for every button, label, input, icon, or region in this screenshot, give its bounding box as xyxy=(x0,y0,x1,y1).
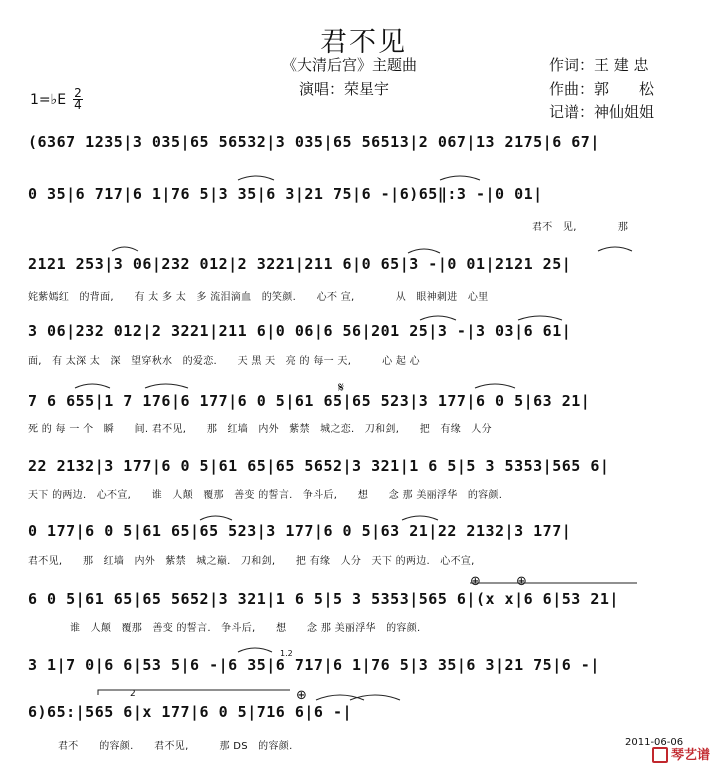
slur xyxy=(75,384,110,388)
site-logo-text: 琴艺谱 xyxy=(671,748,711,763)
score-row-2-notes: 0 35|6 717|6 1|76 5|3 35|6 3|21 75|6 -|6)65‖:3 -|0 01| xyxy=(28,185,543,203)
time-signature-top: 2 xyxy=(74,86,82,100)
slur xyxy=(518,316,562,320)
slur xyxy=(475,384,515,388)
slur xyxy=(350,695,400,700)
footer-date: 2011-06-06 xyxy=(625,737,684,748)
slur xyxy=(200,516,232,520)
segno-mark: 𝄋 xyxy=(338,380,345,396)
site-logo xyxy=(652,744,710,764)
score-row-8-notes: 6 0 5|61 65|65 5652|3 321|1 6 5|5 3 5353|565 6|(x x|6 6|53 21| xyxy=(28,590,619,608)
song-singer: 演唱：荣星宇 xyxy=(299,80,390,98)
score-row-4-notes: 3 06|232 012|2 3221|211 6|0 06|6 56|201 25|3 -|3 03|6 61| xyxy=(28,322,572,340)
slur xyxy=(402,516,438,520)
lyricist-credit: 作词：王 建 忠 xyxy=(549,56,649,74)
slur xyxy=(440,176,480,180)
volta-2-label: 2 xyxy=(130,689,136,699)
volta-1-2-label: 1.2 xyxy=(280,649,293,658)
score-row-7-notes: 0 177|6 0 5|61 65|65 523|3 177|6 0 5|63 21|22 2132|3 177| xyxy=(28,522,572,540)
score-row-6-lyrics: 天下 的两边. 心不宣, 谁 人颠 覆那 善变 的誓言. 争斗后, 想 念 那 美丽浮华 的容颜. xyxy=(28,490,503,501)
slur xyxy=(145,384,188,388)
slur xyxy=(420,316,456,320)
score-row-4-lyrics: 面, 有 太深 太 深 望穿秋水 的爱恋. 天 黑 天 亮 的 每一 天, 心 起 心 xyxy=(28,356,420,367)
score-row-5-notes: 7 6 655|1 7 176|6 177|6 0 5|61 65|65 523|3 177|6 0 5|63 21| xyxy=(28,392,591,410)
score-row-2-lyrics: 君不 见, 那 xyxy=(532,222,629,233)
slur xyxy=(238,176,274,180)
coda-mark-upper-2: ⊕ xyxy=(516,574,527,589)
transcriber-credit: 记谱：神仙姐姐 xyxy=(549,103,655,121)
score-row-6-notes: 22 2132|3 177|6 0 5|61 65|65 5652|3 321|1 6 5|5 3 5353|565 6| xyxy=(28,457,610,475)
score-row-1-notes: (6367 1235|3 035|65 56532|3 035|65 56513|2 067|13 2175|6 67| xyxy=(28,133,600,151)
slur xyxy=(112,247,138,251)
song-subtitle: 《大清后宫》主题曲 xyxy=(282,56,418,74)
coda-mark-upper: ⊕ xyxy=(470,574,481,589)
score-row-10-notes: 6)65:|565 6|x 177|6 0 5|716 6|6 -| xyxy=(28,703,353,721)
logo-icon xyxy=(652,747,668,763)
score-row-5-lyrics: 死 的 每 一 个 瞬 间. 君不见, 那 红墙 内外 紫禁 城之恋. 刀和剑, 把 有缘 人分 xyxy=(28,424,492,435)
score-row-3-notes: 2121 253|3 06|232 012|2 3221|211 6|0 65|3 -|0 01|2121 25| xyxy=(28,255,572,273)
slur xyxy=(238,648,272,652)
score-row-3-lyrics: 姹紫嫣红 的背面, 有 太 多 太 多 流泪滴血 的笑颜. 心不 宣, 从 眼神刺进 心里 xyxy=(28,292,489,303)
song-title: 君不见 xyxy=(320,27,407,58)
slur xyxy=(408,249,440,253)
score-row-9-notes: 3 1|7 0|6 6|53 5|6 -|6 35|6 717|6 1|76 5|3 35|6 3|21 75|6 -| xyxy=(28,656,600,674)
volta-bracket xyxy=(98,690,290,695)
score-row-10-lyrics: 君不 的容颜. 君不见, 那 DS 的容颜. xyxy=(58,741,293,752)
key-signature: 1=♭E xyxy=(30,92,67,108)
score-row-8-lyrics: 谁 人颠 覆那 善变 的誓言. 争斗后, 想 念 那 美丽浮华 的容颜. xyxy=(70,623,421,634)
coda-mark-lower: ⊕ xyxy=(296,688,307,703)
slur xyxy=(598,247,632,251)
time-signature-bottom: 4 xyxy=(74,98,82,112)
composer-credit: 作曲：郭 松 xyxy=(549,80,655,98)
score-row-7-lyrics: 君不见, 那 红墙 内外 紫禁 城之巅. 刀和剑, 把 有缘 人分 天下 的两边. 心不宣, xyxy=(28,556,475,567)
